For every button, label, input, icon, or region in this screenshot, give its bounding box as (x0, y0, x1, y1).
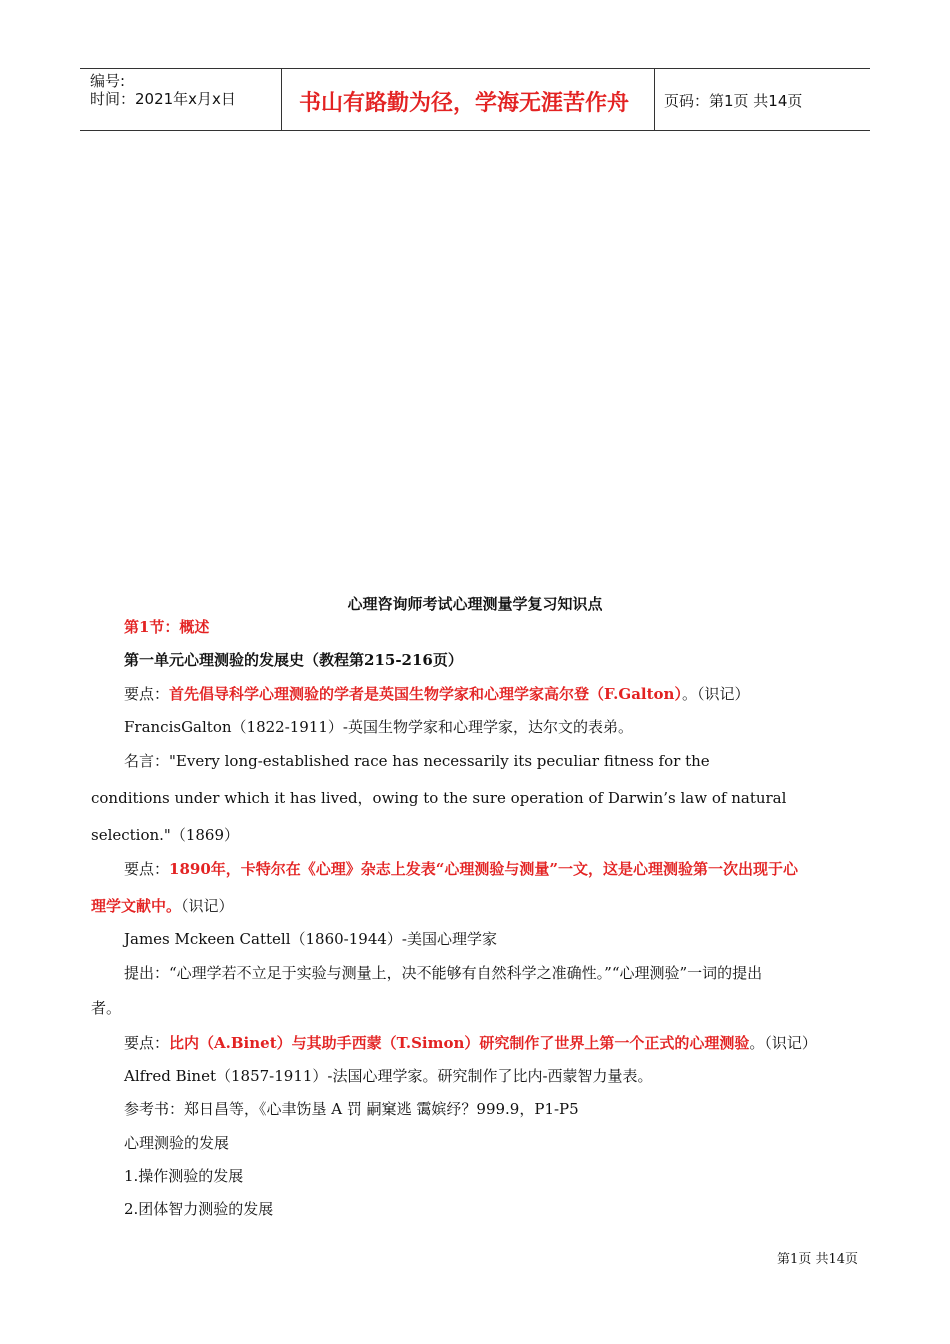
key-point-2-cont (91, 896, 234, 916)
list-item: 2.团体智力测验的发展 (124, 1200, 274, 1218)
page-header (80, 68, 870, 131)
page-footer: 第1页 共14页 (777, 1252, 858, 1267)
key-point-highlight: 首先倡导科学心理测验的学者是英国生物学家和心理学家高尔登（F.Galton） (169, 685, 682, 703)
quote-line-2: conditions under which it has lived，owing to the sure operation of Darwin’s law of natural (91, 789, 787, 807)
key-point-1 (124, 684, 749, 704)
binet-bio: Alfred Binet（1857-1911）-法国心理学家。研究制作了比内-西蒙智力量表。 (124, 1067, 653, 1085)
key-point-prefix: 要点： (124, 860, 170, 878)
header-motto-cell (281, 69, 655, 130)
key-point-suffix: （识记） (181, 897, 234, 915)
development-heading: 心理测验的发展 (124, 1134, 230, 1152)
page-label: 页码：第1页 共14页 (664, 92, 803, 110)
motto: 书山有路勤为径，学海无涯苦作舟 (299, 91, 630, 116)
header-meta-cell (80, 69, 282, 130)
quote-line-3: selection."（1869） (91, 826, 240, 844)
key-point-suffix: 。（识记） (749, 1034, 817, 1052)
cattell-bio: James Mckeen Cattell（1860-1944）-美国心理学家 (124, 930, 497, 948)
list-item: 1.操作测验的发展 (124, 1167, 244, 1185)
cattell-quote-line-2: 者。 (91, 999, 122, 1017)
section-heading: 第1节：概述 (124, 618, 210, 636)
reference-book: 参考书：郑日昌等，《心聿饬垦 A 罚 嗣窠逃 霭嫔纾？999.9，P1-P5 (124, 1100, 579, 1118)
key-point-highlight: 比内（A.Binet）与其助手西蒙（T.Simon）研究制作了世界上第一个正式的心理测验 (169, 1034, 750, 1052)
key-point-3 (124, 1033, 817, 1053)
time-label: 时间：2021年x月x日 (90, 90, 236, 108)
key-point-2 (124, 859, 798, 879)
key-point-highlight: 理学文献中。 (91, 897, 182, 915)
galton-bio: FrancisGalton（1822-1911）-英国生物学家和心理学家，达尔文的表弟。 (124, 718, 634, 736)
header-page-cell (655, 69, 870, 130)
unit-heading: 第一单元心理测验的发展史（教程第215-216页） (124, 651, 463, 669)
key-point-prefix: 要点： (124, 1034, 170, 1052)
document-title: 心理咨询师考试心理测量学复习知识点 (347, 595, 603, 613)
number-label: 编号: (90, 72, 126, 90)
key-point-highlight: 1890年，卡特尔在《心理》杂志上发表“心理测验与测量”一文，这是心理测验第一次出现于心 (169, 860, 799, 878)
cattell-quote-line-1: 提出：“心理学若不立足于实验与测量上，决不能够有自然科学之准确性。”“心理测验”一词的提出 (124, 964, 763, 982)
key-point-prefix: 要点： (124, 685, 170, 703)
quote-line-1: 名言："Every long-established race has necessarily its peculiar fitness for the (124, 752, 710, 770)
key-point-suffix: 。（识记） (681, 685, 750, 703)
